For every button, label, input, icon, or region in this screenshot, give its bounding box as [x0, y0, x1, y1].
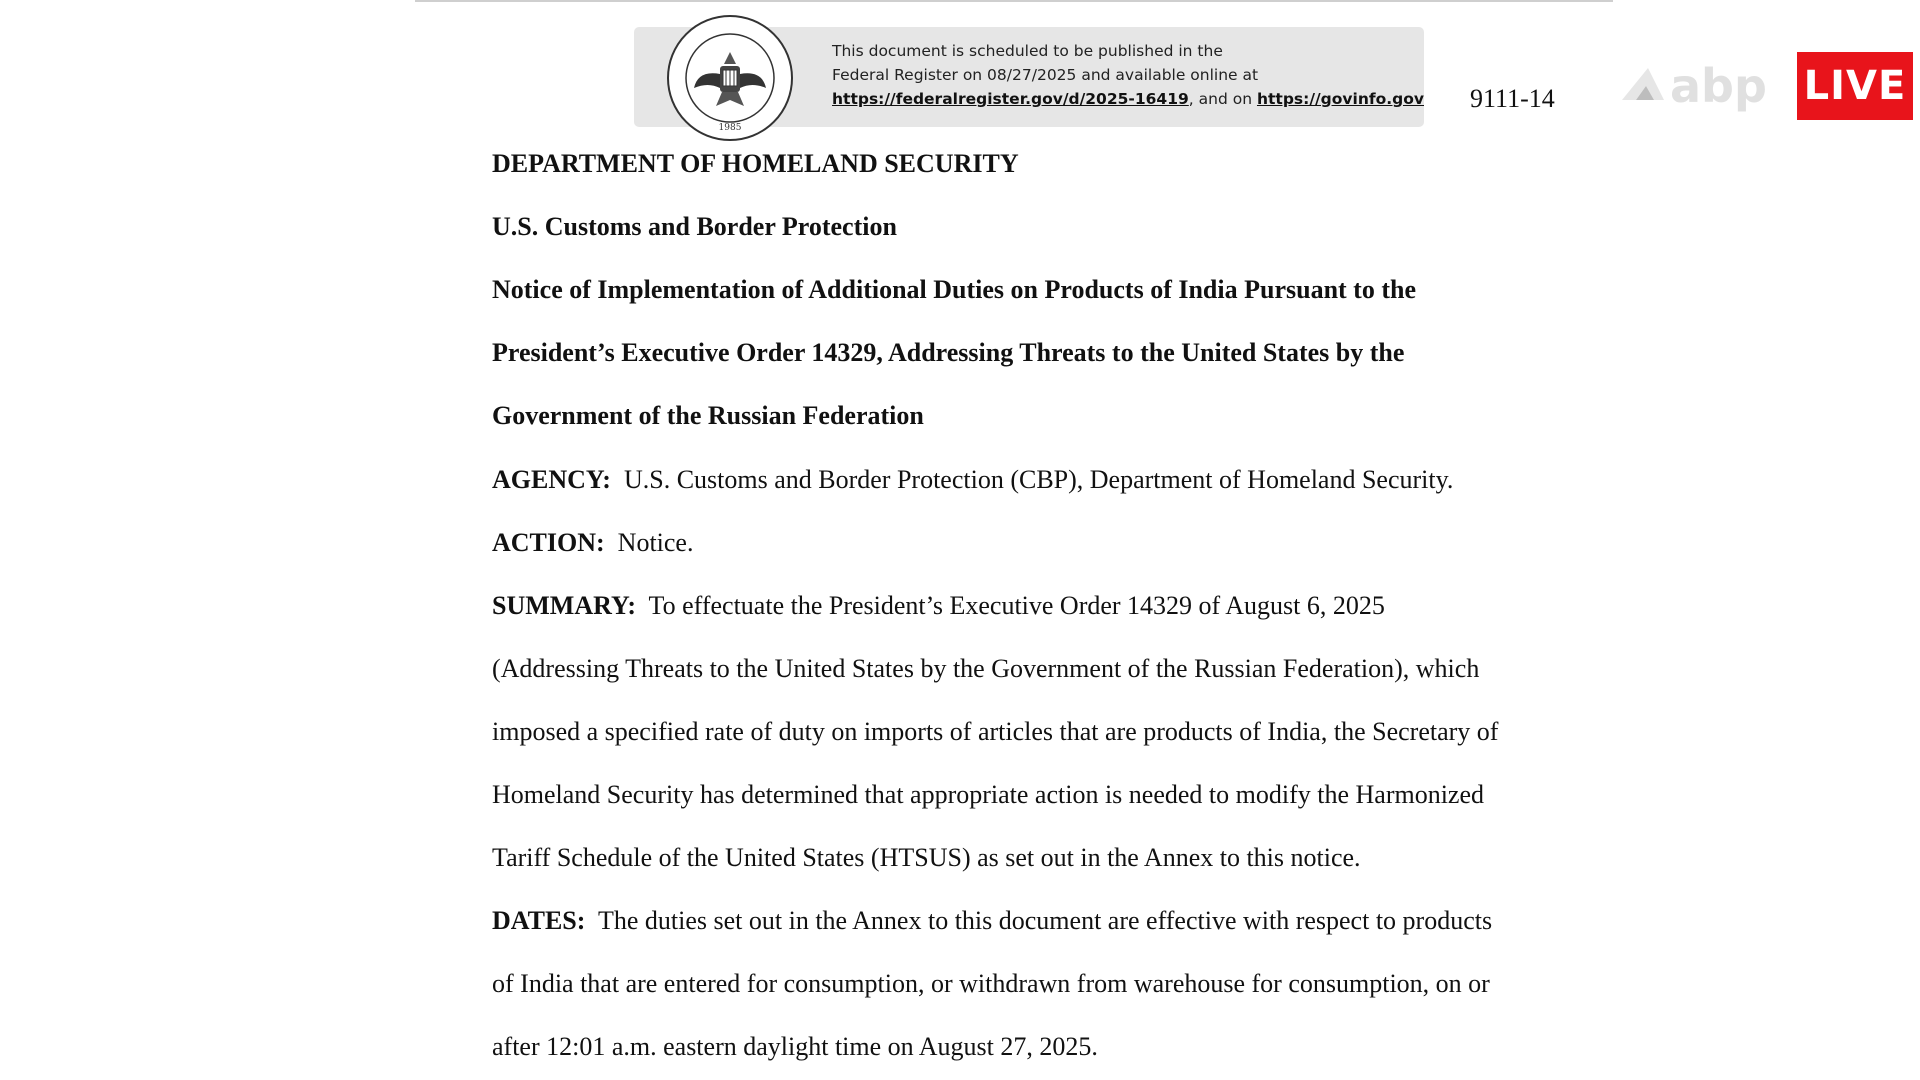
summary-line-1	[492, 591, 1385, 621]
agency-heading: U.S. Customs and Border Protection	[492, 212, 897, 241]
publication-banner	[634, 27, 1424, 133]
action-label: ACTION:	[492, 528, 605, 557]
abp-live-logo	[1614, 52, 1914, 120]
abp-wordmark	[1614, 52, 1797, 120]
action-text: Notice.	[617, 528, 694, 557]
dates-line-3: after 12:01 a.m. eastern daylight time on August 27, 2025.	[492, 1032, 1098, 1061]
title-line-2: President’s Executive Order 14329, Addressing Threats to the United States by the	[492, 338, 1405, 367]
summary-line-4: Homeland Security has determined that appropriate action is needed to modify the Harmonized	[492, 780, 1485, 809]
banner-connector: , and on	[1188, 90, 1257, 108]
agency-text: U.S. Customs and Border Protection (CBP), Department of Homeland Security.	[623, 465, 1454, 494]
dates-label: DATES:	[492, 906, 586, 935]
agency-label: AGENCY:	[492, 465, 611, 494]
nara-seal-icon	[666, 14, 794, 142]
dates-line-1	[492, 906, 1492, 936]
banner-line-2: Federal Register on 08/27/2025 and available online at	[832, 66, 1259, 84]
department-heading: DEPARTMENT OF HOMELAND SECURITY	[492, 149, 1019, 178]
summary-text-1: To effectuate the President’s Executive Order 14329 of August 6, 2025	[648, 591, 1385, 620]
title-line-3: Government of the Russian Federation	[492, 401, 924, 430]
agency-paragraph	[492, 465, 1453, 495]
banner-line-1: This document is scheduled to be published in the	[832, 42, 1223, 60]
action-paragraph	[492, 528, 693, 558]
abp-brand-text: abp	[1670, 59, 1767, 113]
top-divider	[415, 0, 1613, 2]
seal-year: 1985	[718, 123, 742, 133]
govinfo-link[interactable]: https://govinfo.gov	[1256, 90, 1424, 108]
banner-text	[832, 39, 1424, 111]
summary-line-2: (Addressing Threats to the United States by the Government of the Russian Federation), which	[492, 654, 1480, 683]
banner-line-3	[832, 87, 1424, 111]
summary-line-5: Tariff Schedule of the United States (HTSUS) as set out in the Annex to this notice.	[492, 843, 1361, 872]
federalregister-link[interactable]: https://federalregister.gov/d/2025-16419	[832, 90, 1189, 108]
title-line-1: Notice of Implementation of Additional Duties on Products of India Pursuant to the	[492, 275, 1417, 304]
summary-line-3: imposed a specified rate of duty on imports of articles that are products of India, the Secretary of	[492, 717, 1499, 746]
dates-text-1: The duties set out in the Annex to this document are effective with respect to products	[597, 906, 1493, 935]
live-badge: LIVE	[1797, 52, 1913, 120]
dates-line-2: of India that are entered for consumption, or withdrawn from warehouse for consumption, on or	[492, 969, 1490, 998]
summary-label: SUMMARY:	[492, 591, 637, 620]
fr-document-number: 9111-14	[1470, 84, 1555, 113]
